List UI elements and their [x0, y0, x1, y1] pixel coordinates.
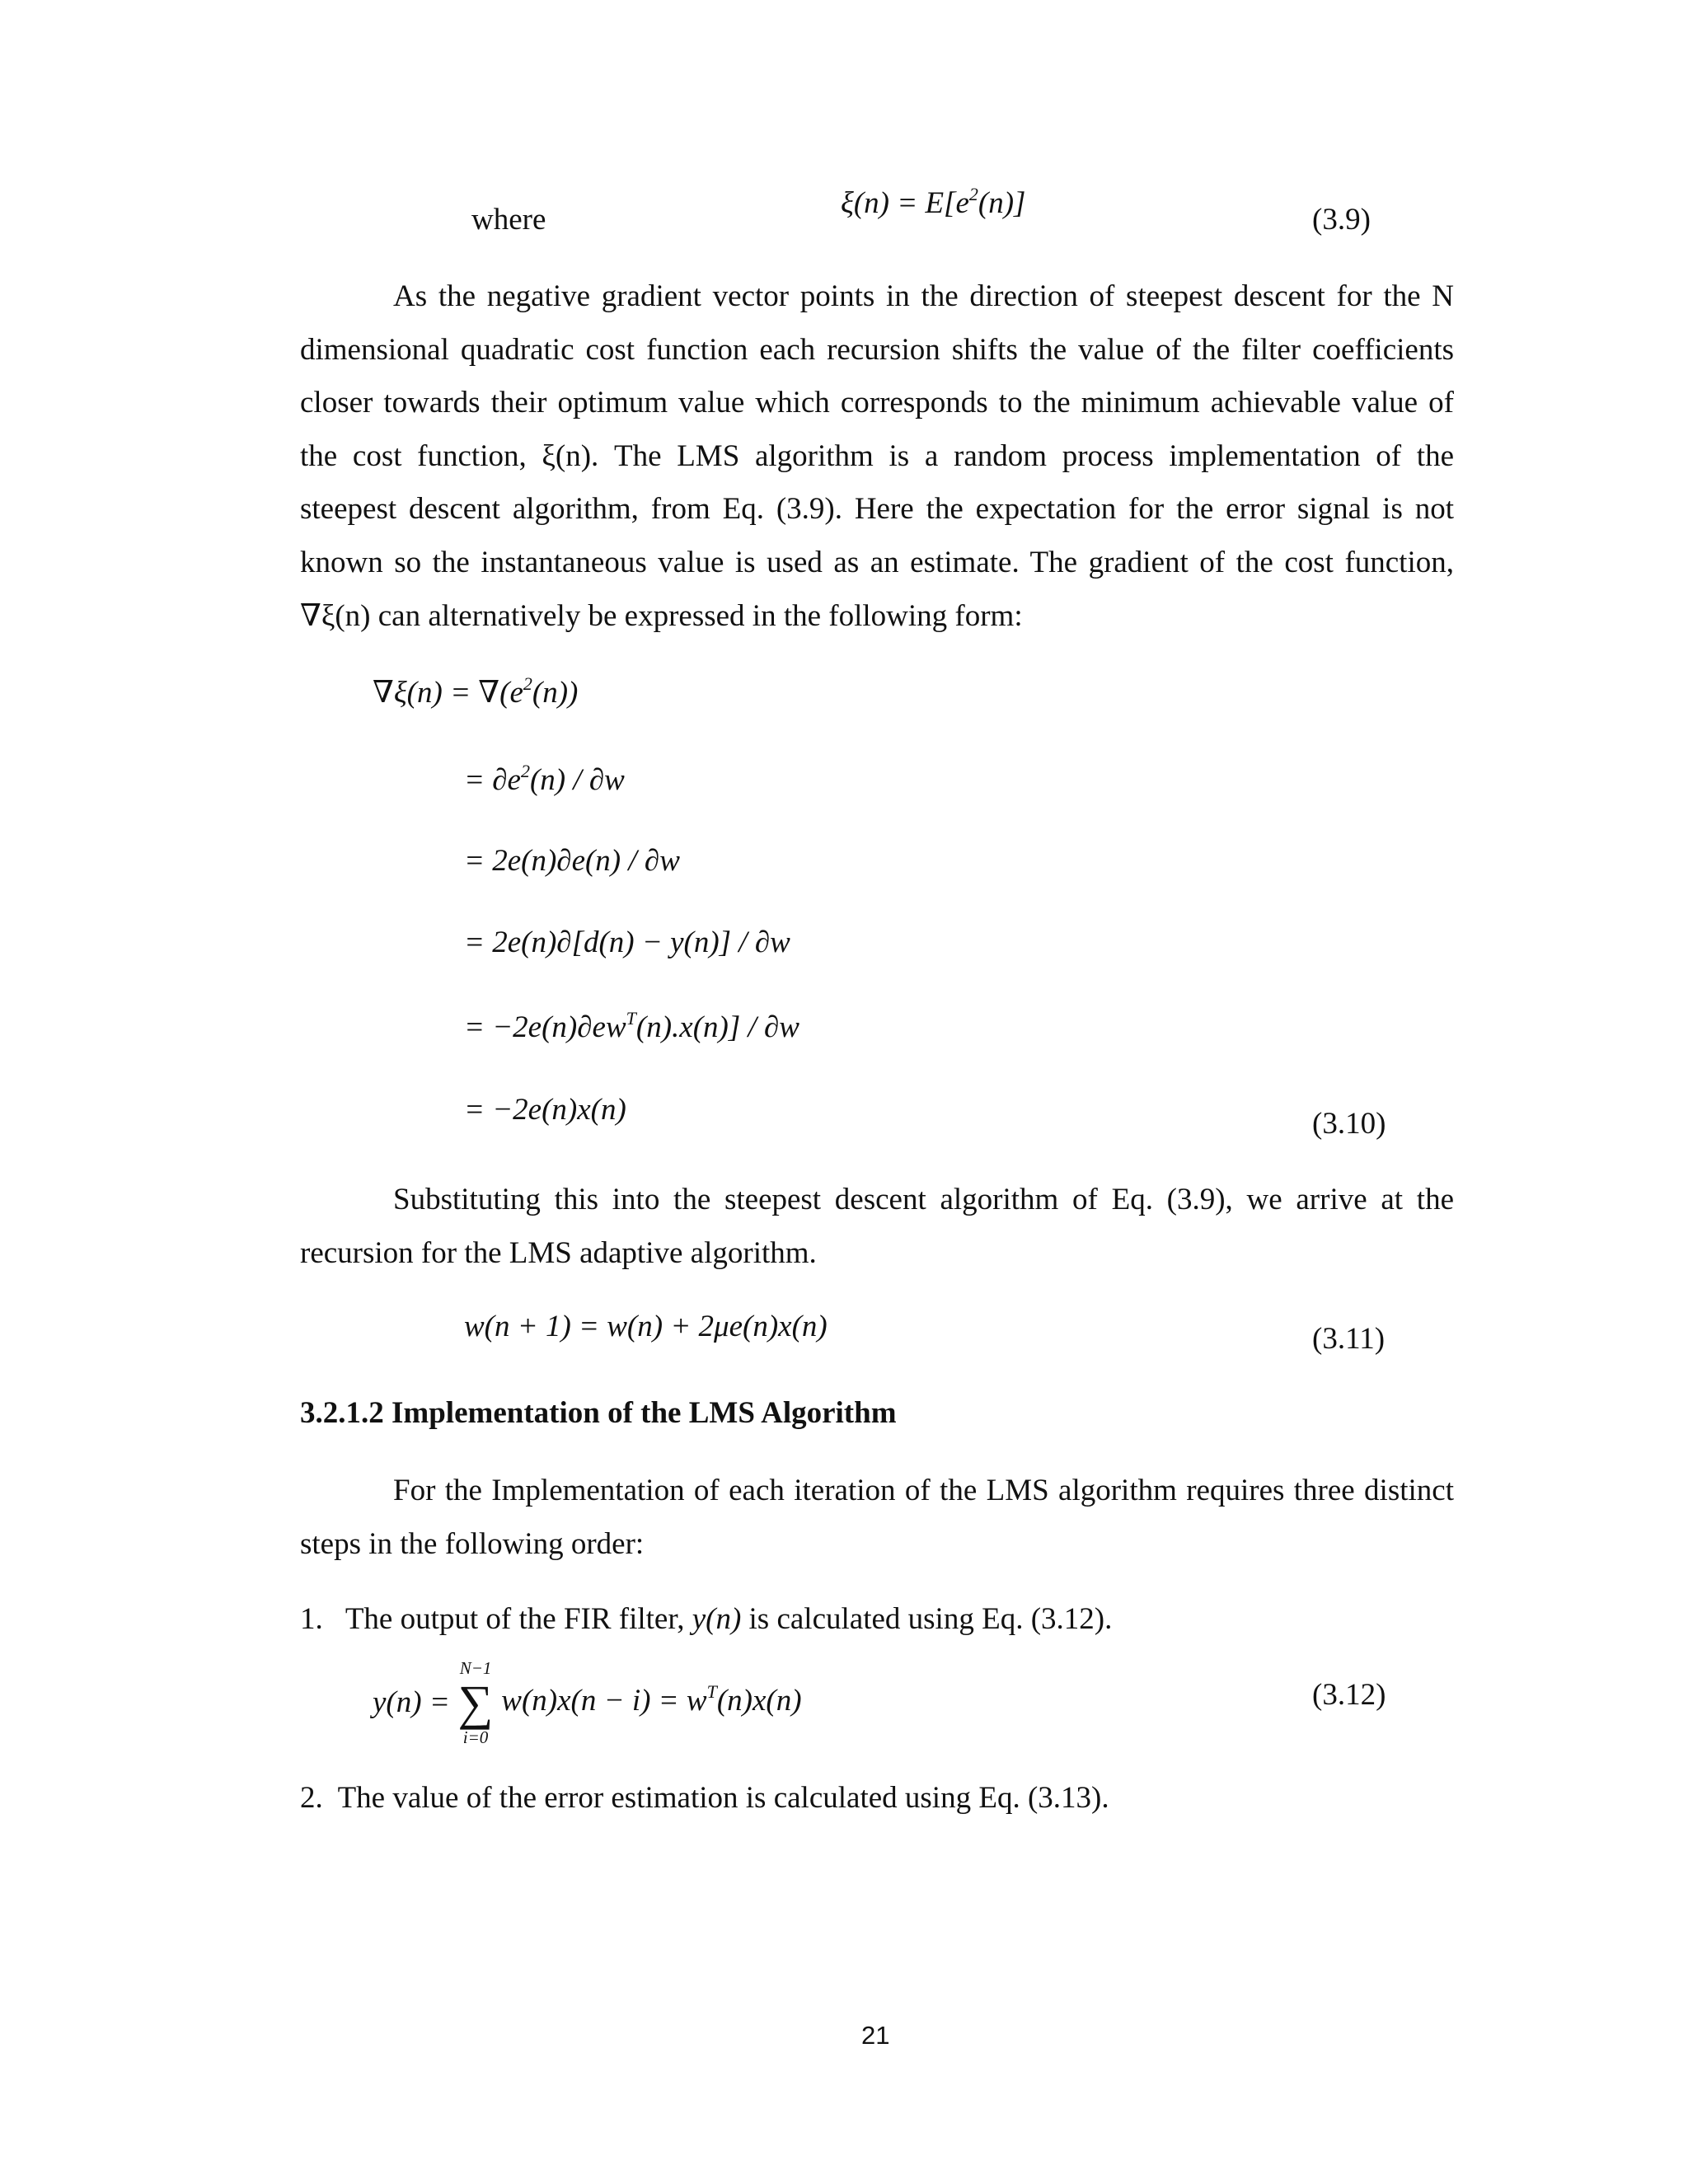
equation-3-11: w(n + 1) = w(n) + 2μe(n)x(n) — [464, 1310, 828, 1343]
step-2-text: 2. The value of the error estimation is calculated using Eq. (3.13). — [300, 1781, 1109, 1815]
equation-3-12: y(n) = N−1 ∑ i=0 $w(n)x(n - i) = w^T(n)x(n)$ — [373, 1658, 802, 1747]
equation-number-3-11: (3.11) — [1312, 1322, 1386, 1356]
where-label: where — [471, 203, 546, 237]
paragraph-gradient: As the negative gradient vector points in the direction of steepest descent for the N dimensional quadratic cost function each recursion shifts the value of the filter coefficients closer towards their optimum value which corresponds to the minimum achievable value of the cost function, ξ(n). The LMS algorithm is a random process implementation of the steepest descent algorithm, from Eq. (3.9). Here the expectation for the error signal is not known so the instantaneous value is used as an estimate. The gradient of the cost function, ∇ξ(n) can alternatively be expressed in the following form: — [300, 279, 1454, 633]
paragraph-substituting: Substituting this into the steepest descent algorithm of Eq. (3.9), we arrive at the recursion for the LMS adaptive algorithm. — [300, 1183, 1454, 1270]
equation-number-3-9: (3.9) — [1312, 203, 1371, 237]
paragraph-implementation: For the Implementation of each iteration of the LMS algorithm requires three distinct steps in the following order: — [300, 1474, 1454, 1561]
summation-symbol: N−1 ∑ i=0 — [457, 1658, 494, 1747]
equation-3-10-line-6: = −2e(n)x(n) — [464, 1093, 626, 1127]
equation-3-10-line-3: = 2e(n)∂e(n) / ∂w — [464, 844, 680, 878]
equation-3-10-line-4: = 2e(n)∂[d(n) − y(n)] / ∂w — [464, 926, 790, 959]
equation-3-10-line-1: $\nabla\xi(n) = \nabla(e^2(n))$ — [373, 673, 579, 710]
equation-number-3-12: (3.12) — [1312, 1678, 1386, 1712]
equation-number-3-10: (3.10) — [1312, 1107, 1386, 1141]
equation-3-10-line-2: = $\partial e^2(n) / \partial w$ — [464, 761, 625, 797]
page-number: 21 — [861, 2021, 890, 2050]
equation-3-10-line-5: = $-2e(n)\partial ew^T(n).x(n)] / \partial w$ — [464, 1008, 799, 1044]
step-1-text: 1. The output of the FIR filter, y(n) is calculated using Eq. (3.12). — [300, 1602, 1113, 1636]
section-heading: 3.2.1.2 Implementation of the LMS Algorithm — [300, 1396, 897, 1430]
equation-3-9: $\xi(n) = E[e^2(n)]$ — [841, 184, 1026, 220]
